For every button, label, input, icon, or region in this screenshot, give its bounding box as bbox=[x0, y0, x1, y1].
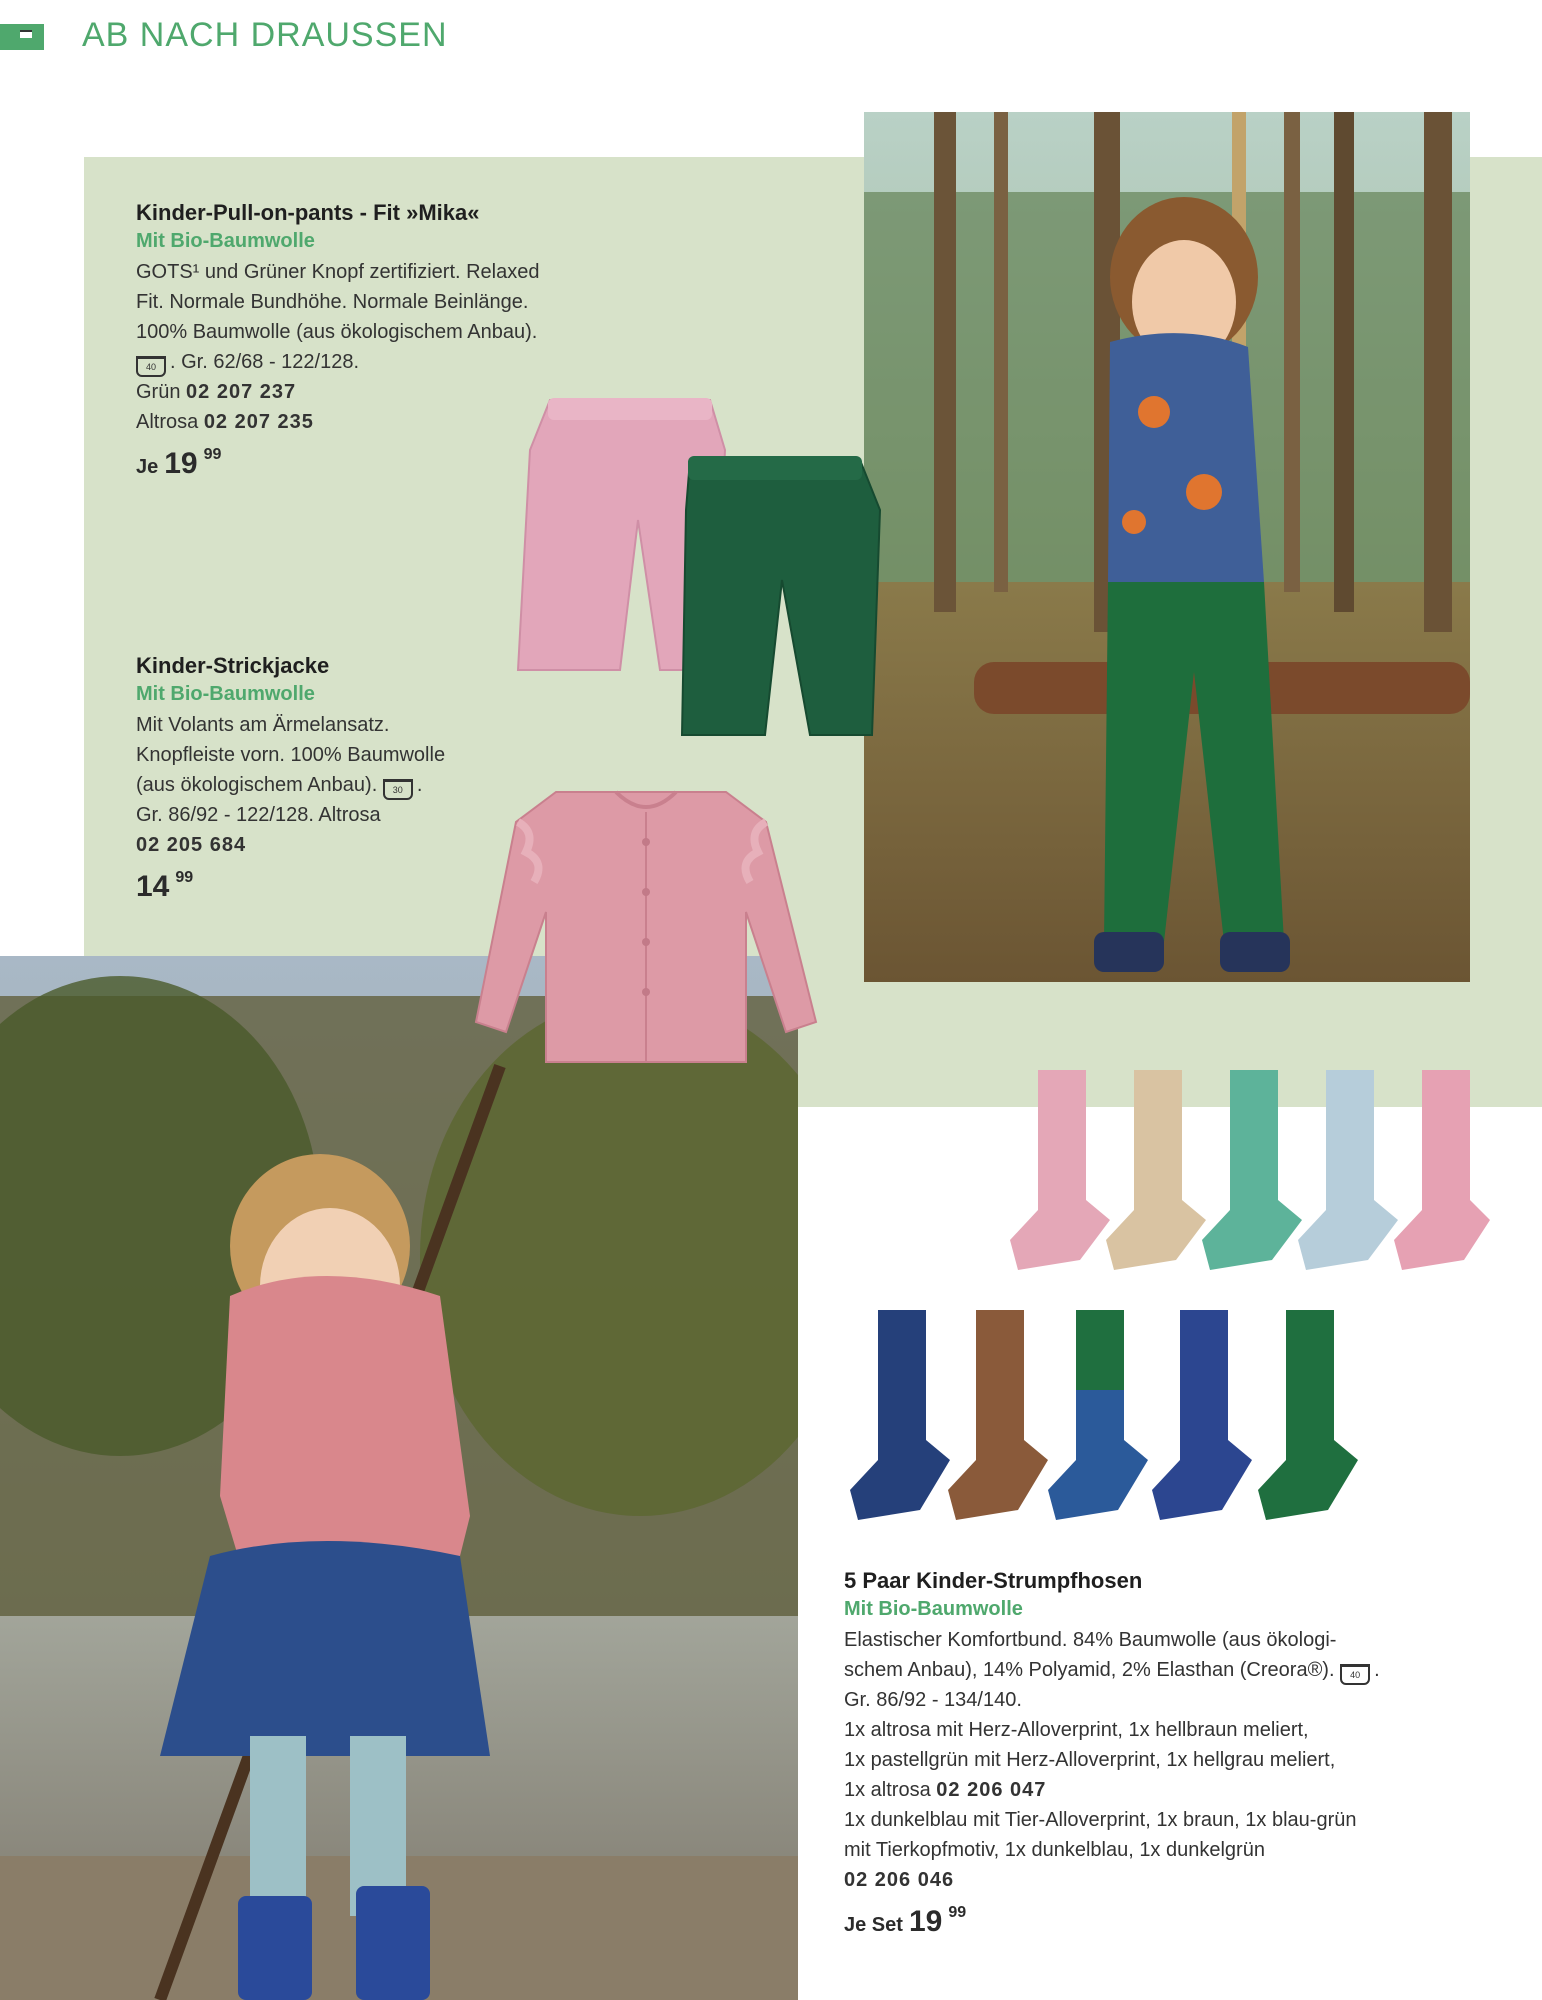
photo-boy-forest bbox=[864, 112, 1470, 982]
desc-line bbox=[844, 1775, 1444, 1805]
size-line bbox=[136, 347, 606, 377]
product-title: 5 Paar Kinder-Strumpfhosen bbox=[844, 1568, 1143, 1593]
product-description bbox=[136, 710, 536, 860]
desc-line: 100% Baumwolle (aus ökologischem Anbau). bbox=[136, 321, 538, 343]
desc-line: GOTS¹ und Grüner Knopf zertifiziert. Relaxed bbox=[136, 261, 540, 283]
article-code: 02 206 047 bbox=[936, 1779, 1047, 1801]
price-lead: Je Set bbox=[844, 1914, 903, 1936]
article-code: 02 205 684 bbox=[136, 834, 247, 856]
product-description bbox=[136, 257, 606, 437]
desc-line: 1x pastellgrün mit Herz-Alloverprint, 1x hellgrau meliert, bbox=[844, 1749, 1336, 1771]
desc-text: 1x altrosa bbox=[844, 1779, 931, 1801]
article-code: 02 207 235 bbox=[203, 411, 314, 433]
desc-line: Elastischer Komfortbund. 84% Baumwolle (aus ökologi- bbox=[844, 1629, 1337, 1651]
desc-line: mit Tierkopfmotiv, 1x dunkelblau, 1x dunkelgrün bbox=[844, 1839, 1265, 1861]
desc-line: Gr. 86/92 - 134/140. bbox=[844, 1689, 1022, 1711]
price-euro: 19 bbox=[164, 447, 198, 480]
product-jacket-info bbox=[136, 653, 536, 904]
price-lead: Je bbox=[136, 456, 159, 478]
price-cent: 99 bbox=[948, 1904, 967, 1921]
article-code: 02 207 237 bbox=[186, 381, 297, 403]
price-euro: 14 bbox=[136, 870, 170, 903]
variant-label: Grün bbox=[136, 381, 181, 403]
price bbox=[136, 870, 536, 904]
section-title: AB NACH DRAUSSEN bbox=[82, 16, 448, 54]
article-code: 02 206 046 bbox=[844, 1869, 955, 1891]
product-title: Kinder-Strickjacke bbox=[136, 653, 330, 678]
size-text: . Gr. 62/68 - 122/128. bbox=[170, 351, 360, 373]
product-subtitle: Mit Bio-Baumwolle bbox=[844, 1598, 1023, 1620]
desc-line: Fit. Normale Bundhöhe. Normale Beinlänge. bbox=[136, 291, 529, 313]
price-cent: 99 bbox=[175, 869, 194, 886]
price bbox=[136, 447, 606, 481]
product-subtitle: Mit Bio-Baumwolle bbox=[136, 230, 315, 252]
variant-line bbox=[136, 407, 606, 437]
desc-line: Mit Volants am Ärmelansatz. bbox=[136, 714, 390, 736]
product-pants-info bbox=[136, 200, 606, 481]
desc-line: schem Anbau), 14% Polyamid, 2% Elasthan (Creora®). 40 . bbox=[844, 1655, 1444, 1685]
desc-line: (aus ökologischem Anbau). 30 . bbox=[136, 770, 536, 800]
variant-line bbox=[136, 377, 606, 407]
wash-icon: 40 bbox=[136, 356, 166, 377]
desc-line: 1x altrosa mit Herz-Alloverprint, 1x hellbraun meliert, bbox=[844, 1719, 1309, 1741]
product-image-tights bbox=[850, 1060, 1490, 1540]
desc-line: Knopfleiste vorn. 100% Baumwolle bbox=[136, 744, 446, 766]
desc-text: (aus ökologischem Anbau). bbox=[136, 774, 378, 796]
variant-label: Altrosa bbox=[136, 411, 199, 433]
wash-icon: 30 bbox=[383, 779, 413, 800]
wash-icon: 40 bbox=[1340, 1664, 1370, 1685]
flag-icon bbox=[20, 30, 32, 38]
price-euro: 19 bbox=[908, 1905, 943, 1938]
product-subtitle: Mit Bio-Baumwolle bbox=[136, 683, 315, 705]
desc-line: 1x dunkelblau mit Tier-Alloverprint, 1x braun, 1x blau-grün bbox=[844, 1809, 1357, 1831]
price bbox=[844, 1905, 1444, 1939]
product-description bbox=[844, 1625, 1444, 1895]
photo-girl-river bbox=[0, 956, 798, 2000]
desc-text: schem Anbau), 14% Polyamid, 2% Elasthan (Creora®). bbox=[844, 1659, 1335, 1681]
desc-line: Gr. 86/92 - 122/128. Altrosa bbox=[136, 804, 381, 826]
product-tights-info bbox=[844, 1568, 1444, 1939]
price-cent: 99 bbox=[203, 446, 222, 463]
section-marker bbox=[0, 24, 44, 50]
product-title: Kinder-Pull-on-pants - Fit »Mika« bbox=[136, 200, 480, 225]
